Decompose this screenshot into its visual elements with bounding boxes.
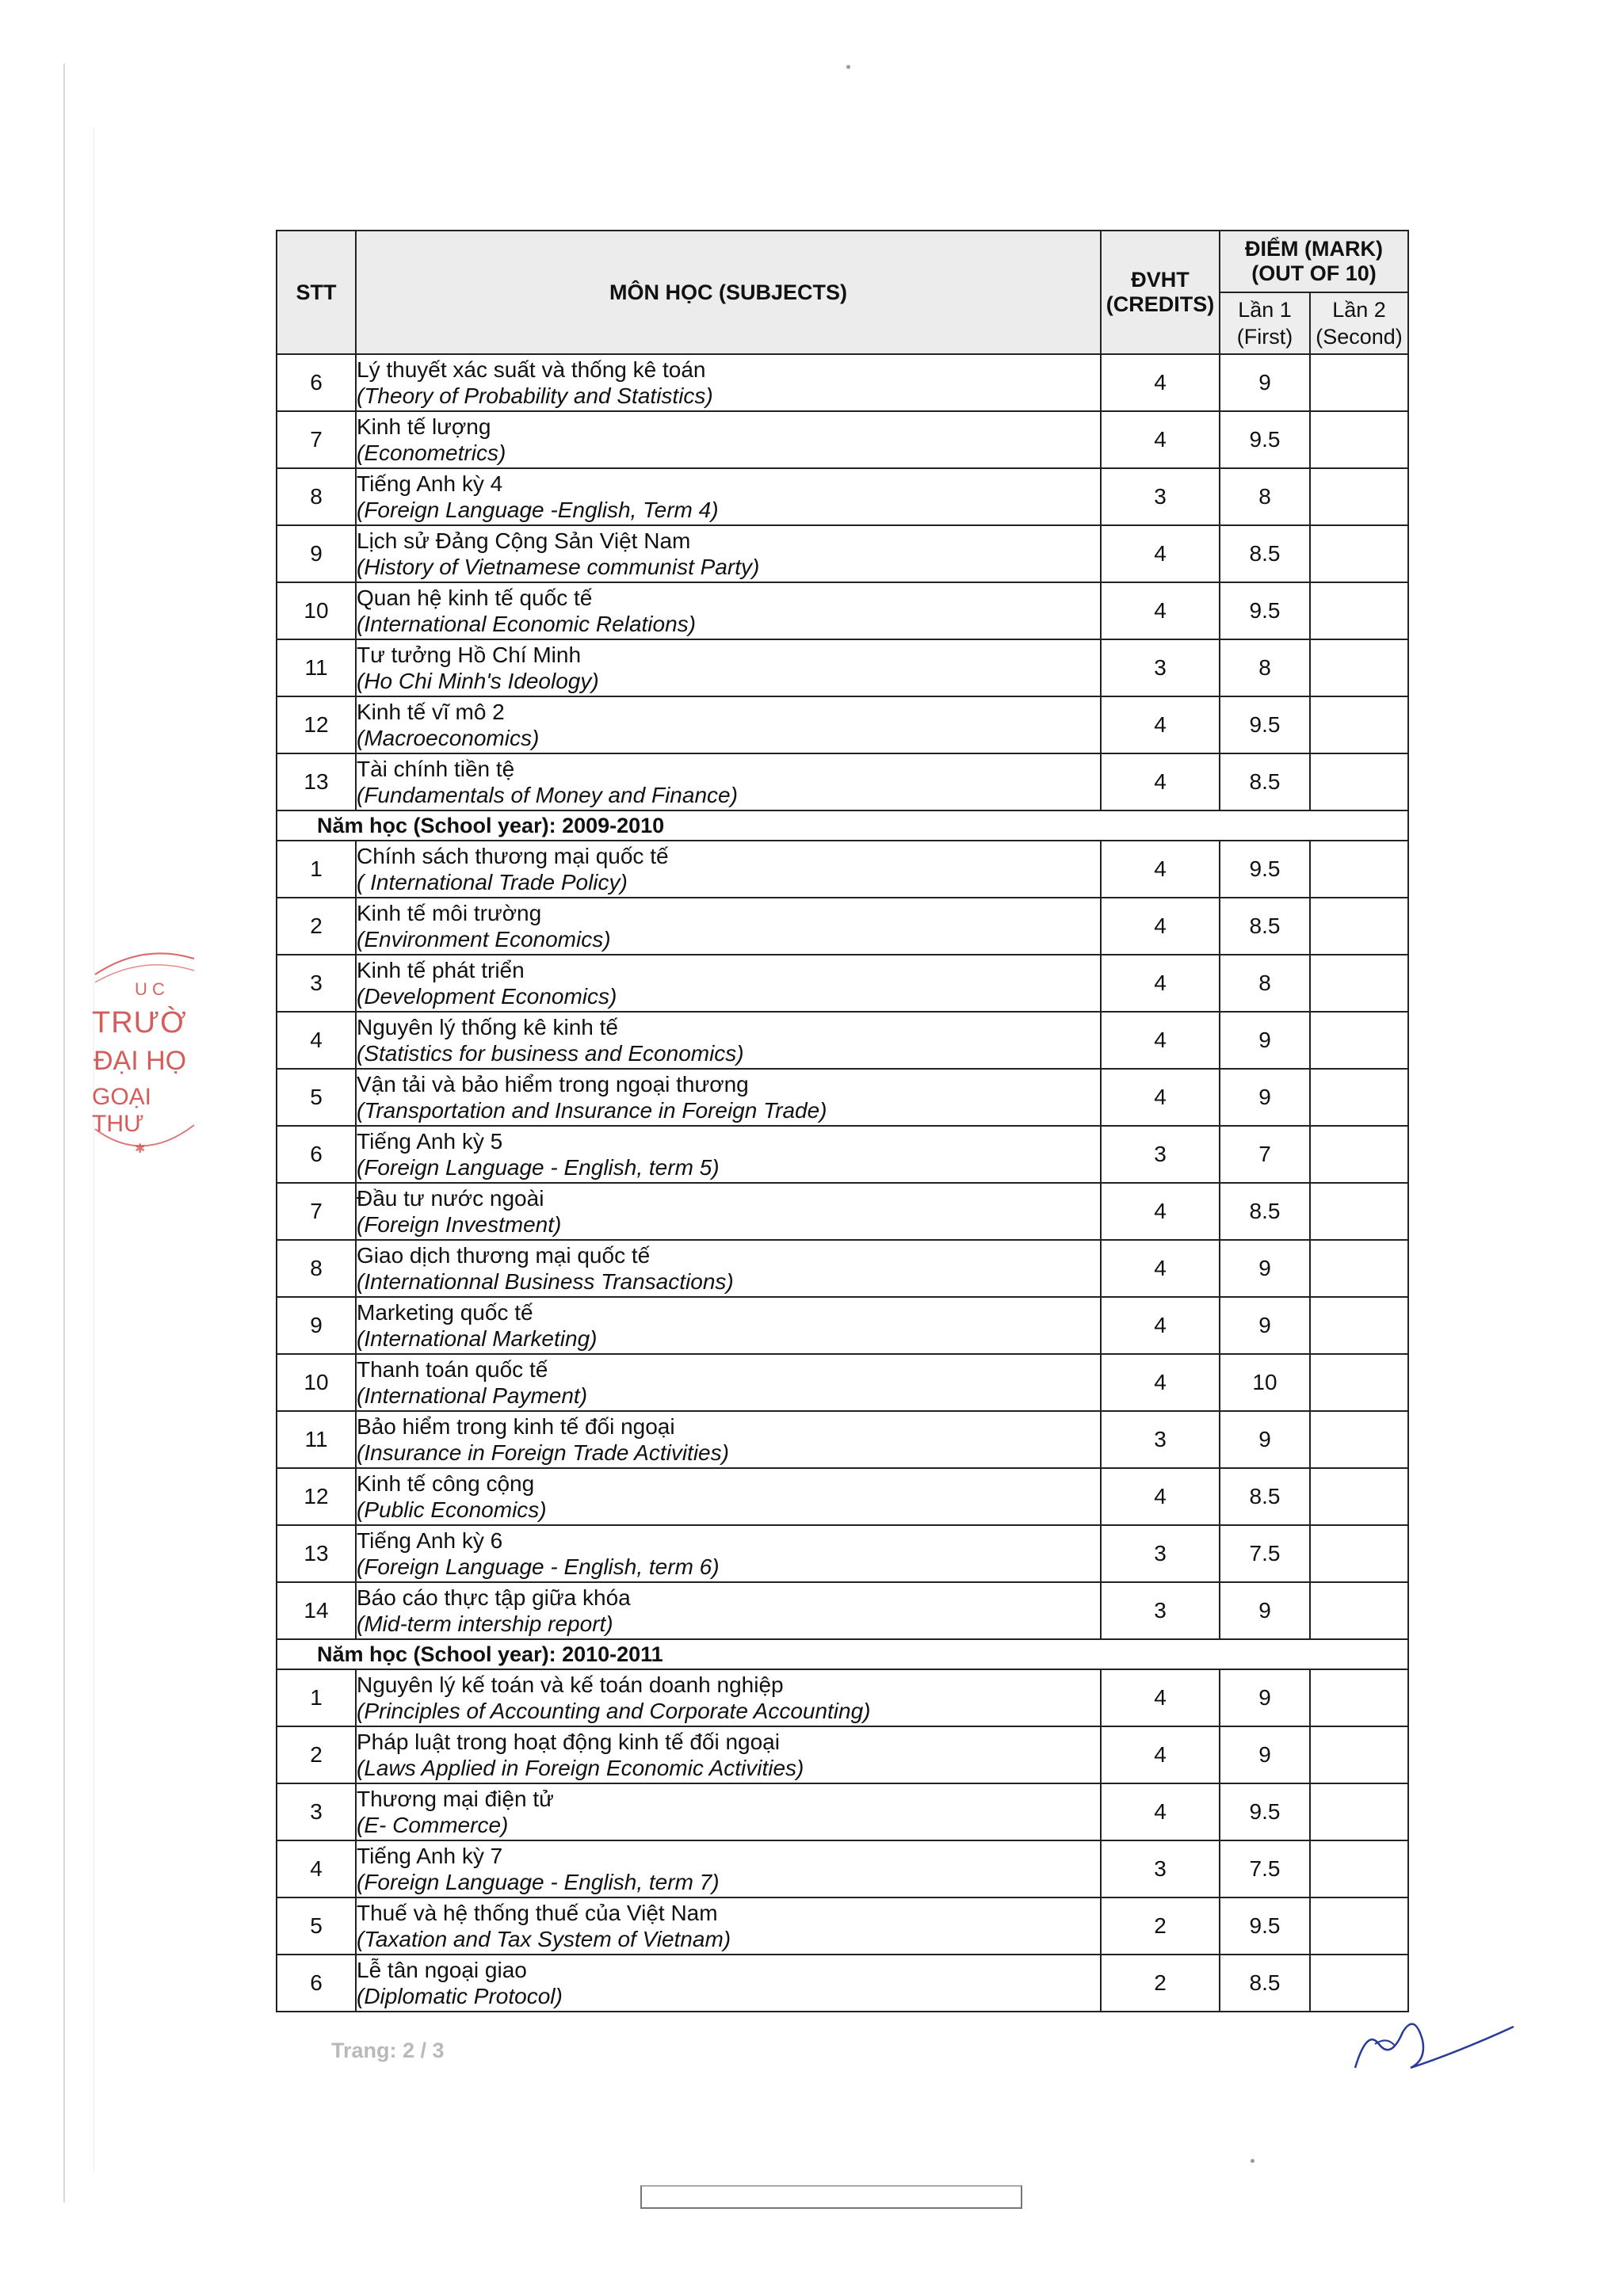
- table-row: [277, 955, 1408, 1012]
- row-subject: [356, 1240, 1101, 1297]
- table-row: [277, 1297, 1408, 1354]
- row-mark-first: 9.5: [1220, 696, 1310, 753]
- row-stt: 13: [277, 753, 356, 810]
- row-mark-second: [1310, 1783, 1408, 1840]
- row-credits: 3: [1101, 1126, 1220, 1183]
- row-mark-second: [1310, 1840, 1408, 1897]
- subject-english: (Taxation and Tax System of Vietnam): [357, 1927, 731, 1951]
- row-subject: [356, 1183, 1101, 1240]
- header-subjects: MÔN HỌC (SUBJECTS): [356, 231, 1101, 354]
- row-subject: [356, 1411, 1101, 1468]
- row-subject: [356, 1525, 1101, 1582]
- row-mark-first: 8.5: [1220, 753, 1310, 810]
- bottom-frame-box: [640, 2185, 1022, 2209]
- row-mark-first: 9: [1220, 1069, 1310, 1126]
- svg-text:✱: ✱: [135, 1142, 146, 1156]
- school-year-label: Năm học (School year): 2009-2010: [277, 810, 1408, 841]
- row-credits: 4: [1101, 582, 1220, 639]
- row-mark-first: 8: [1220, 468, 1310, 525]
- subject-vietnamese: Pháp luật trong hoạt động kinh tế đối ngoại: [357, 1730, 780, 1754]
- row-subject: [356, 1126, 1101, 1183]
- row-stt: 3: [277, 955, 356, 1012]
- header-second-line2: (Second): [1316, 325, 1403, 349]
- row-credits: 4: [1101, 1783, 1220, 1840]
- row-subject: [356, 1582, 1101, 1639]
- row-stt: 8: [277, 468, 356, 525]
- row-mark-second: [1310, 639, 1408, 696]
- header-mark-line2: (OUT OF 10): [1251, 261, 1377, 285]
- row-mark-second: [1310, 1297, 1408, 1354]
- row-mark-first: 8.5: [1220, 1183, 1310, 1240]
- row-mark-second: [1310, 1726, 1408, 1783]
- row-mark-second: [1310, 841, 1408, 898]
- stamp-line2: ĐẠI HỌ: [94, 1046, 187, 1076]
- row-stt: 12: [277, 696, 356, 753]
- row-stt: 6: [277, 1126, 356, 1183]
- scan-speck: [846, 65, 850, 69]
- row-mark-first: 8: [1220, 639, 1310, 696]
- row-subject: [356, 1726, 1101, 1783]
- stamp-line1: TRƯỜ: [92, 1006, 187, 1039]
- subject-english: (History of Vietnamese communist Party): [357, 555, 760, 579]
- row-mark-second: [1310, 898, 1408, 955]
- row-subject: [356, 1955, 1101, 2012]
- row-mark-first: 8: [1220, 955, 1310, 1012]
- row-stt: 1: [277, 1669, 356, 1726]
- row-mark-first: 7.5: [1220, 1525, 1310, 1582]
- row-mark-second: [1310, 1525, 1408, 1582]
- row-mark-second: [1310, 1069, 1408, 1126]
- row-mark-second: [1310, 753, 1408, 810]
- row-credits: 4: [1101, 1069, 1220, 1126]
- subject-english: ( International Trade Policy): [357, 870, 628, 894]
- row-stt: 7: [277, 1183, 356, 1240]
- subject-english: (Diplomatic Protocol): [357, 1984, 563, 2008]
- table-row: [277, 898, 1408, 955]
- subject-vietnamese: Chính sách thương mại quốc tế: [357, 844, 669, 868]
- subject-english: (E- Commerce): [357, 1813, 509, 1837]
- subject-english: (Insurance in Foreign Trade Activities): [357, 1440, 729, 1465]
- table-row: [277, 1669, 1408, 1726]
- table-row: [277, 1183, 1408, 1240]
- subject-vietnamese: Báo cáo thực tập giữa khóa: [357, 1585, 631, 1610]
- subject-english: (Foreign Language - English, term 7): [357, 1870, 720, 1894]
- table-row: [277, 1012, 1408, 1069]
- row-mark-second: [1310, 1897, 1408, 1955]
- row-mark-first: 9.5: [1220, 582, 1310, 639]
- row-stt: 3: [277, 1783, 356, 1840]
- row-mark-first: 9.5: [1220, 1783, 1310, 1840]
- scan-edge-line: [63, 63, 65, 2203]
- row-mark-first: 7.5: [1220, 1840, 1310, 1897]
- table-row: [277, 1126, 1408, 1183]
- subject-english: (Foreign Language -English, Term 4): [357, 498, 719, 522]
- table-header: [277, 231, 1408, 354]
- row-credits: 4: [1101, 1240, 1220, 1297]
- subject-vietnamese: Tư tưởng Hồ Chí Minh: [357, 643, 582, 667]
- row-subject: [356, 1897, 1101, 1955]
- row-stt: 12: [277, 1468, 356, 1525]
- subject-vietnamese: Bảo hiểm trong kinh tế đối ngoại: [357, 1414, 675, 1439]
- subject-vietnamese: Lý thuyết xác suất và thống kê toán: [357, 357, 706, 382]
- row-stt: 2: [277, 1726, 356, 1783]
- row-mark-second: [1310, 1012, 1408, 1069]
- row-subject: [356, 354, 1101, 411]
- row-credits: 3: [1101, 1411, 1220, 1468]
- row-mark-second: [1310, 1183, 1408, 1240]
- row-subject: [356, 1783, 1101, 1840]
- row-credits: 4: [1101, 1669, 1220, 1726]
- subject-vietnamese: Kinh tế công cộng: [357, 1471, 535, 1496]
- row-mark-first: 10: [1220, 1354, 1310, 1411]
- header-credits-line1: ĐVHT: [1131, 268, 1190, 292]
- row-subject: [356, 1297, 1101, 1354]
- table-row: [277, 753, 1408, 810]
- row-credits: 2: [1101, 1955, 1220, 2012]
- row-mark-second: [1310, 696, 1408, 753]
- school-stamp: [87, 927, 198, 1180]
- row-subject: [356, 696, 1101, 753]
- header-second-line1: Lần 2: [1332, 298, 1386, 322]
- row-stt: 13: [277, 1525, 356, 1582]
- row-mark-second: [1310, 1582, 1408, 1639]
- table-row: [277, 1069, 1408, 1126]
- row-subject: [356, 639, 1101, 696]
- row-credits: 3: [1101, 1840, 1220, 1897]
- row-mark-second: [1310, 411, 1408, 468]
- row-mark-first: 9: [1220, 1726, 1310, 1783]
- row-credits: 3: [1101, 639, 1220, 696]
- subject-english: (International Economic Relations): [357, 612, 696, 636]
- row-credits: 4: [1101, 1726, 1220, 1783]
- table-row: [277, 696, 1408, 753]
- row-stt: 6: [277, 354, 356, 411]
- row-credits: 4: [1101, 411, 1220, 468]
- row-credits: 4: [1101, 955, 1220, 1012]
- row-mark-second: [1310, 468, 1408, 525]
- header-second-attempt: [1310, 292, 1408, 354]
- subject-english: (Laws Applied in Foreign Economic Activities): [357, 1756, 804, 1780]
- table-row: [277, 1726, 1408, 1783]
- row-credits: 4: [1101, 753, 1220, 810]
- row-stt: 9: [277, 1297, 356, 1354]
- row-credits: 4: [1101, 696, 1220, 753]
- table-row: [277, 1955, 1408, 2012]
- table-row: [277, 1840, 1408, 1897]
- row-credits: 3: [1101, 1582, 1220, 1639]
- row-mark-second: [1310, 1669, 1408, 1726]
- subject-english: (Environment Economics): [357, 927, 611, 952]
- row-credits: 3: [1101, 468, 1220, 525]
- row-stt: 11: [277, 639, 356, 696]
- subject-english: (Principles of Accounting and Corporate Accounting): [357, 1699, 871, 1723]
- row-mark-first: 8.5: [1220, 1468, 1310, 1525]
- subject-vietnamese: Tài chính tiền tệ: [357, 757, 515, 781]
- row-mark-second: [1310, 1126, 1408, 1183]
- school-year-row: [277, 810, 1408, 841]
- subject-english: (Internationnal Business Transactions): [357, 1269, 734, 1294]
- row-credits: 2: [1101, 1897, 1220, 1955]
- row-credits: 4: [1101, 1354, 1220, 1411]
- row-mark-first: 9.5: [1220, 1897, 1310, 1955]
- table-row: [277, 639, 1408, 696]
- table-row: [277, 411, 1408, 468]
- subject-english: (Fundamentals of Money and Finance): [357, 783, 738, 807]
- row-mark-first: 9: [1220, 1411, 1310, 1468]
- subject-english: (Econometrics): [357, 441, 506, 465]
- subject-vietnamese: Lịch sử Đảng Cộng Sản Việt Nam: [357, 528, 691, 553]
- subject-vietnamese: Tiếng Anh kỳ 6: [357, 1528, 503, 1553]
- row-stt: 2: [277, 898, 356, 955]
- row-stt: 6: [277, 1955, 356, 2012]
- subject-vietnamese: Nguyên lý kế toán và kế toán doanh nghiệp: [357, 1672, 784, 1697]
- subject-english: (Theory of Probability and Statistics): [357, 383, 713, 408]
- row-mark-first: 9: [1220, 1582, 1310, 1639]
- row-stt: 5: [277, 1897, 356, 1955]
- row-stt: 9: [277, 525, 356, 582]
- table-row: [277, 1582, 1408, 1639]
- header-first-attempt: [1220, 292, 1310, 354]
- subject-vietnamese: Tiếng Anh kỳ 7: [357, 1844, 503, 1868]
- row-mark-second: [1310, 1240, 1408, 1297]
- table-row: [277, 354, 1408, 411]
- header-credits: [1101, 231, 1220, 354]
- header-credits-line2: (CREDITS): [1106, 292, 1215, 316]
- subject-vietnamese: Đầu tư nước ngoài: [357, 1186, 544, 1211]
- subject-english: (Statistics for business and Economics): [357, 1041, 744, 1066]
- row-subject: [356, 1354, 1101, 1411]
- header-first-line1: Lần 1: [1238, 298, 1292, 322]
- subject-english: (International Marketing): [357, 1326, 598, 1351]
- row-stt: 14: [277, 1582, 356, 1639]
- row-subject: [356, 411, 1101, 468]
- row-subject: [356, 1669, 1101, 1726]
- subject-vietnamese: Lễ tân ngoại giao: [357, 1958, 527, 1982]
- subject-vietnamese: Kinh tế môi trường: [357, 901, 542, 925]
- row-subject: [356, 1840, 1101, 1897]
- transcript-table: [276, 230, 1409, 2012]
- row-stt: 10: [277, 1354, 356, 1411]
- row-subject: [356, 1012, 1101, 1069]
- header-stt: STT: [277, 231, 356, 354]
- row-credits: 4: [1101, 1183, 1220, 1240]
- subject-vietnamese: Tiếng Anh kỳ 4: [357, 471, 503, 496]
- school-year-label: Năm học (School year): 2010-2011: [277, 1639, 1408, 1669]
- stamp-line3: GOẠI THƯ: [92, 1084, 152, 1137]
- row-mark-first: 9: [1220, 354, 1310, 411]
- subject-vietnamese: Tiếng Anh kỳ 5: [357, 1129, 503, 1154]
- row-mark-first: 7: [1220, 1126, 1310, 1183]
- row-mark-first: 9: [1220, 1297, 1310, 1354]
- row-credits: 4: [1101, 1468, 1220, 1525]
- row-credits: 4: [1101, 898, 1220, 955]
- subject-english: (International Payment): [357, 1383, 588, 1408]
- table-row: [277, 525, 1408, 582]
- table-row: [277, 1240, 1408, 1297]
- subject-vietnamese: Quan hệ kinh tế quốc tế: [357, 585, 593, 610]
- svg-text:U C: U C: [135, 979, 165, 999]
- scan-speck: [1251, 2159, 1254, 2163]
- row-subject: [356, 582, 1101, 639]
- row-mark-second: [1310, 1354, 1408, 1411]
- table-row: [277, 1897, 1408, 1955]
- table-body: [277, 354, 1408, 2012]
- row-mark-first: 9.5: [1220, 841, 1310, 898]
- table-row: [277, 841, 1408, 898]
- subject-vietnamese: Giao dịch thương mại quốc tế: [357, 1243, 651, 1268]
- row-stt: 4: [277, 1012, 356, 1069]
- row-mark-second: [1310, 525, 1408, 582]
- subject-vietnamese: Marketing quốc tế: [357, 1300, 533, 1325]
- row-credits: 4: [1101, 354, 1220, 411]
- subject-vietnamese: Thuế và hệ thống thuế của Việt Nam: [357, 1901, 718, 1925]
- school-year-row: [277, 1639, 1408, 1669]
- row-mark-second: [1310, 354, 1408, 411]
- row-mark-first: 8.5: [1220, 1955, 1310, 2012]
- row-subject: [356, 753, 1101, 810]
- subject-vietnamese: Vận tải và bảo hiểm trong ngoại thương: [357, 1072, 749, 1097]
- subject-vietnamese: Kinh tế phát triển: [357, 958, 525, 982]
- subject-vietnamese: Nguyên lý thống kê kinh tế: [357, 1015, 618, 1039]
- page-number: Trang: 2 / 3: [331, 2039, 445, 2062]
- table-row: [277, 1468, 1408, 1525]
- subject-vietnamese: Thương mại điện tử: [357, 1787, 554, 1811]
- row-credits: 4: [1101, 525, 1220, 582]
- table-row: [277, 1354, 1408, 1411]
- row-stt: 1: [277, 841, 356, 898]
- row-credits: 3: [1101, 1525, 1220, 1582]
- table-row: [277, 1525, 1408, 1582]
- subject-english: (Macroeconomics): [357, 726, 540, 750]
- row-mark-first: 8.5: [1220, 898, 1310, 955]
- subject-english: (Mid-term intership report): [357, 1611, 613, 1636]
- subject-english: (Foreign Language - English, term 6): [357, 1554, 720, 1579]
- row-mark-first: 9: [1220, 1012, 1310, 1069]
- subject-vietnamese: Thanh toán quốc tế: [357, 1357, 548, 1382]
- header-mark-line1: ĐIỂM (MARK): [1245, 237, 1383, 261]
- subject-english: (Transportation and Insurance in Foreign Trade): [357, 1098, 827, 1123]
- row-mark-first: 9.5: [1220, 411, 1310, 468]
- table-row: [277, 582, 1408, 639]
- row-stt: 11: [277, 1411, 356, 1468]
- row-stt: 4: [277, 1840, 356, 1897]
- subject-vietnamese: Kinh tế lượng: [357, 414, 491, 439]
- row-credits: 4: [1101, 1012, 1220, 1069]
- header-mark: [1220, 231, 1408, 292]
- row-credits: 4: [1101, 841, 1220, 898]
- row-credits: 4: [1101, 1297, 1220, 1354]
- row-mark-second: [1310, 1468, 1408, 1525]
- row-mark-second: [1310, 582, 1408, 639]
- subject-english: (Foreign Investment): [357, 1212, 562, 1237]
- row-subject: [356, 955, 1101, 1012]
- row-mark-first: 9: [1220, 1669, 1310, 1726]
- row-subject: [356, 898, 1101, 955]
- row-stt: 7: [277, 411, 356, 468]
- subject-english: (Development Economics): [357, 984, 617, 1009]
- row-stt: 5: [277, 1069, 356, 1126]
- subject-english: (Ho Chi Minh's Ideology): [357, 669, 599, 693]
- table-row: [277, 1783, 1408, 1840]
- row-stt: 10: [277, 582, 356, 639]
- row-subject: [356, 525, 1101, 582]
- subject-vietnamese: Kinh tế vĩ mô 2: [357, 700, 505, 724]
- row-subject: [356, 1069, 1101, 1126]
- subject-english: (Public Economics): [357, 1497, 547, 1522]
- row-subject: [356, 1468, 1101, 1525]
- table-row: [277, 468, 1408, 525]
- row-stt: 8: [277, 1240, 356, 1297]
- row-mark-first: 8.5: [1220, 525, 1310, 582]
- row-mark-second: [1310, 955, 1408, 1012]
- row-mark-second: [1310, 1411, 1408, 1468]
- signature-icon: [1347, 1997, 1522, 2088]
- subject-english: (Foreign Language - English, term 5): [357, 1155, 720, 1180]
- row-mark-first: 9: [1220, 1240, 1310, 1297]
- row-subject: [356, 468, 1101, 525]
- row-subject: [356, 841, 1101, 898]
- header-first-line2: (First): [1236, 325, 1293, 349]
- table-row: [277, 1411, 1408, 1468]
